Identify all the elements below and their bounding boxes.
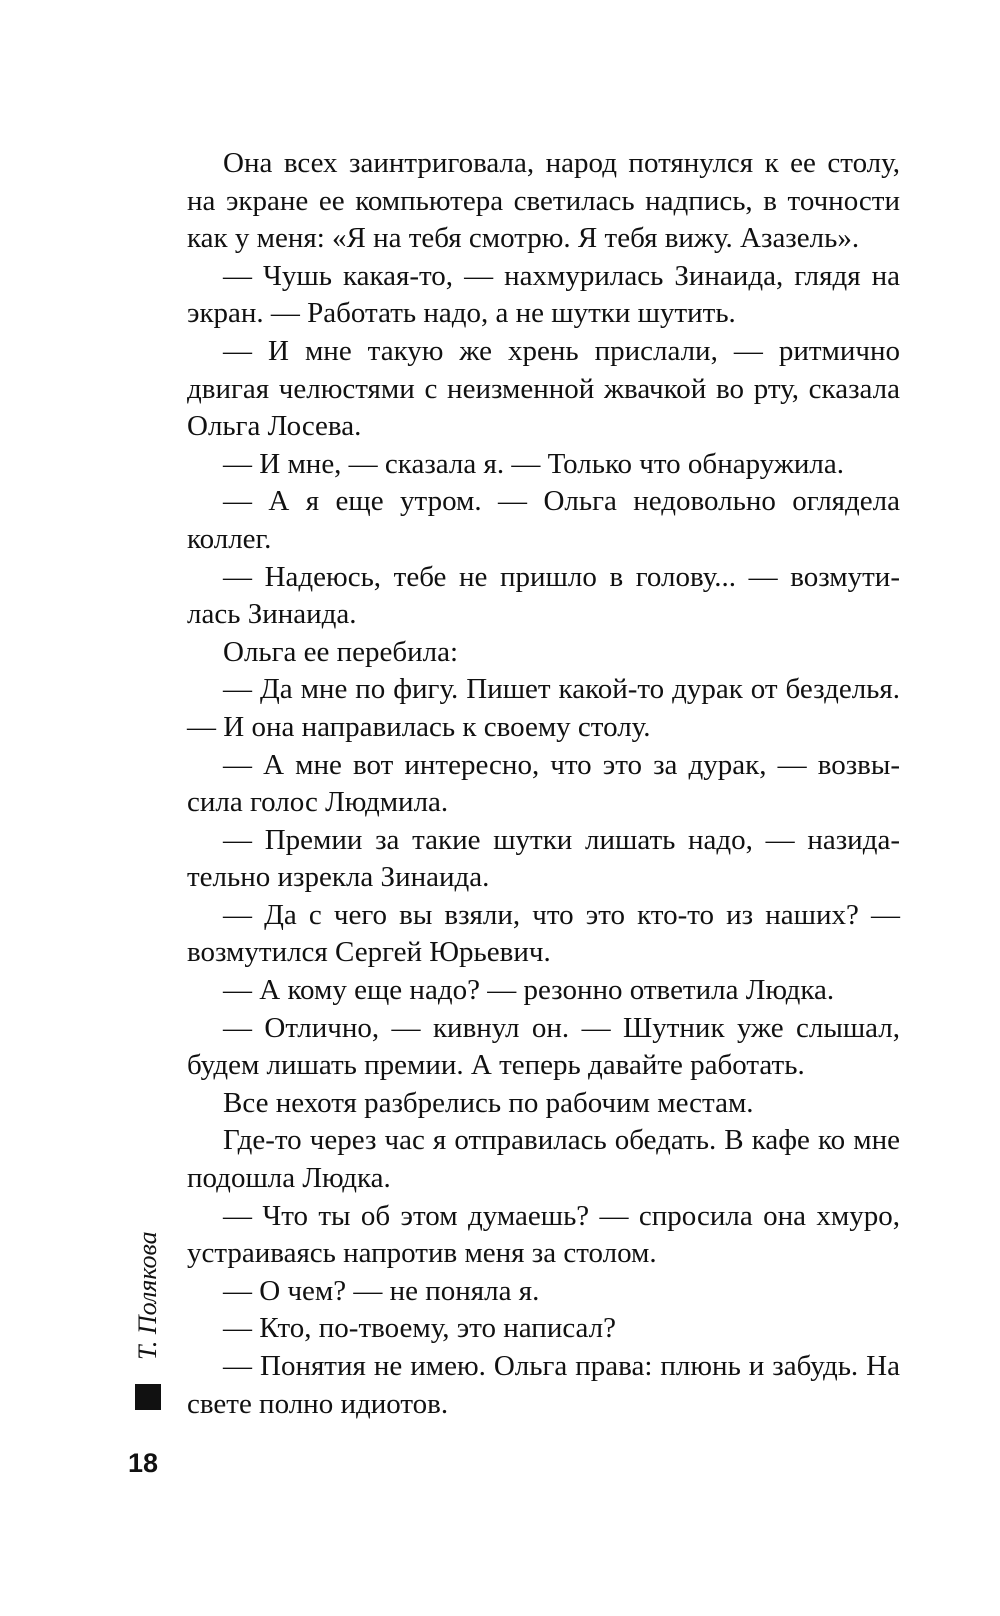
section-marker-square [135,1384,161,1410]
paragraph: — Премии за такие шутки лишать надо, — назидательно изрекла Зинаида. [187,823,900,894]
paragraph: — О чем? — не поняла я. [223,1274,540,1307]
paragraph: — Что ты об этом думаешь? — спросила она хмуро, устраиваясь напротив меня за столом. [187,1199,900,1270]
page-body-text [187,145,900,1423]
paragraph: — А я еще утром. — Ольга недовольно оглядела коллег. [187,485,900,555]
paragraph: Она всех заинтриговала, народ потянулся к ее столу, на экране ее компьютера светилась надпись, в точности как у меня: «Я на тебя смотрю. Я тебя вижу. Азазель». [187,147,900,255]
paragraph: — А мне вот интересно, что это за дурак, — возвысила голос Людмила. [187,748,900,819]
paragraph: — И мне, — сказала я. — Только что обнаружила. [223,447,844,480]
paragraph: Где-то через час я отправилась обедать. В кафе ко мне подошла Людка. [187,1124,900,1195]
paragraph: — А кому еще надо? — резонно ответила Людка. [223,974,835,1007]
paragraph: — Надеюсь, тебе не пришло в голову... — возмутилась Зинаида. [187,560,900,631]
running-head-author: Т. Полякова [133,1231,162,1360]
paragraph: — И мне такую же хрень прислали, — ритмично двигая челюстями с неизменной жвачкой во рту, сказала Ольга Лосева. [187,334,900,443]
paragraph: — Да мне по фигу. Пишет какой-то дурак от безделья. — И она направилась к своему столу. [187,673,900,743]
paragraph: — Понятия не имею. Ольга права: плюнь и забудь. На свете полно идиотов. [187,1350,900,1420]
paragraph: — Отлично, — кивнул он. — Шутник уже слышал, будем лишать премии. А теперь давайте работать. [187,1011,900,1082]
page-number: 18 [128,1448,159,1478]
paragraph: — Чушь какая-то, — нахмурилась Зинаида, глядя на экран. — Работать надо, а не шутки шутить. [187,259,900,330]
paragraph: — Да с чего вы взяли, что это кто-то из наших? — возмутился Сергей Юрьевич. [187,898,900,969]
paragraph: — Кто, по-твоему, это написал? [223,1312,617,1345]
paragraph: Ольга ее перебила: [223,635,459,668]
paragraph: Все нехотя разбрелись по рабочим местам. [223,1086,754,1119]
